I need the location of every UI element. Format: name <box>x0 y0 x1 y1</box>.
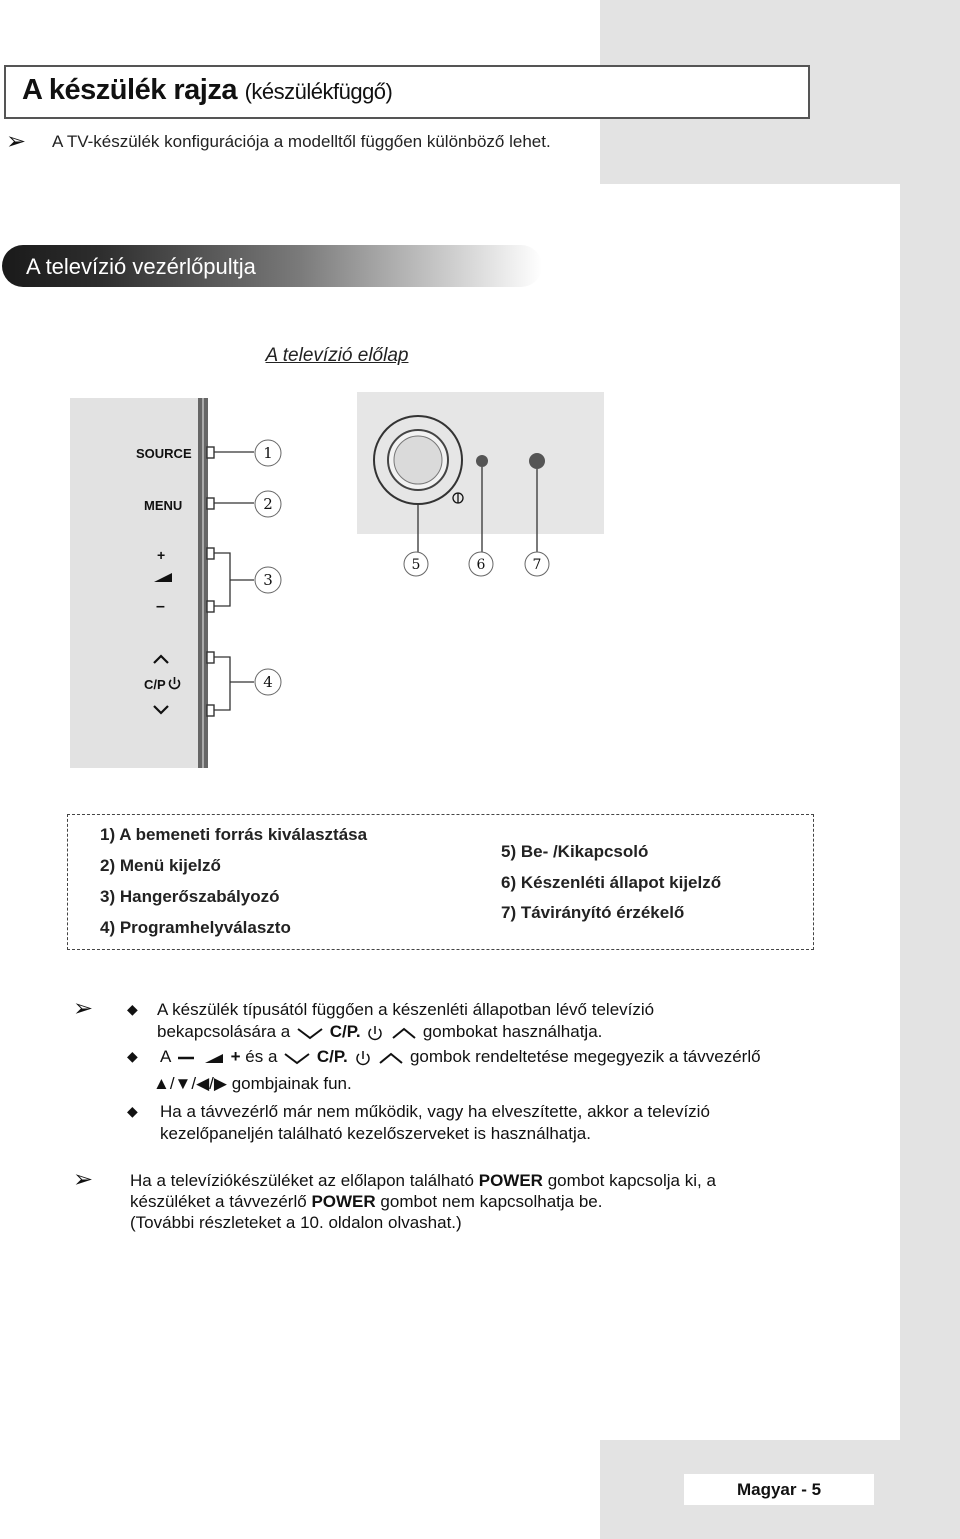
note-text: (További részleteket a 10. oldalon olvashat.) <box>130 1213 462 1232</box>
callout-1: 1 <box>263 444 273 462</box>
channel-button-label: C/P <box>144 677 166 692</box>
volume-plus-label: + <box>157 547 166 563</box>
arrowhead-icon: ➢ <box>73 995 94 1022</box>
volume-wedge-icon <box>154 573 172 582</box>
note-fragment: gombok rendeltetése megegyezik a távvezérlő <box>409 1047 761 1066</box>
front-panel-caption: A televízió előlap <box>265 345 409 366</box>
standby-led <box>476 455 488 467</box>
note-fragment: gombot kapcsolja ki, a <box>547 1171 716 1190</box>
note-text <box>157 1021 602 1043</box>
callout-5: 5 <box>411 557 421 573</box>
legend-item: 1) A bemeneti forrás kiválasztása <box>100 825 368 844</box>
legend-item: 2) Menü kijelző <box>100 856 221 875</box>
section-title: A televízió vezérlőpultja <box>26 254 256 279</box>
chevron-down-icon <box>282 1051 312 1065</box>
note-text <box>130 1170 716 1192</box>
chevron-down-icon <box>154 706 168 713</box>
minus-icon <box>175 1052 197 1064</box>
note-fragment: gombjainak fun. <box>231 1074 352 1093</box>
note-fragment: A <box>160 1047 171 1066</box>
remote-sensor <box>529 453 545 469</box>
chevron-up-icon <box>377 1051 405 1065</box>
note-text <box>130 1191 603 1213</box>
legend-item: 4) Programhelyválaszto <box>100 918 291 937</box>
volume-minus-label: – <box>156 598 165 615</box>
note-fragment: Ha a televíziókészüléket az előlapon található <box>130 1171 474 1190</box>
note-text <box>153 1073 352 1095</box>
note-text: kezelőpaneljén található kezelőszerveket is használhatja. <box>160 1124 591 1143</box>
arrowhead-icon: ➢ <box>73 1166 94 1193</box>
callout-2: 2 <box>263 495 273 513</box>
callout-3: 3 <box>263 571 273 589</box>
page-title-suffix: (készülékfüggő) <box>244 79 393 104</box>
note-fragment: készüléket a távvezérlő <box>130 1192 307 1211</box>
callout-7: 7 <box>532 557 542 573</box>
note-fragment: gombokat használhatja. <box>422 1022 603 1041</box>
note-fragment: gombot nem kapcsolhatja be. <box>380 1192 603 1211</box>
power-label: POWER <box>478 1171 543 1190</box>
note-fragment: és a <box>245 1047 278 1066</box>
legend-item: 5) Be- /Kikapcsoló <box>501 842 649 861</box>
callout-4: 4 <box>263 673 273 691</box>
plus-label: + <box>230 1047 241 1066</box>
diamond-bullet-icon: ◆ <box>127 1001 138 1017</box>
arrowhead-icon: ➢ <box>6 128 27 155</box>
power-icon <box>169 677 179 689</box>
panel-button-nubs <box>207 447 214 716</box>
note-fragment: bekapcsolására a <box>157 1022 291 1041</box>
legend-item: 3) Hangerőszabályozó <box>100 887 280 906</box>
volume-wedge-icon <box>202 1051 226 1065</box>
legend-item: 6) Készenléti állapot kijelző <box>501 873 722 892</box>
chevron-up-icon <box>390 1026 418 1040</box>
arrow-up-down-left-right-icon: ▲/▼/◀/▶ <box>153 1074 227 1093</box>
power-label: POWER <box>311 1192 376 1211</box>
note-text <box>160 1046 761 1068</box>
config-note: A TV-készülék konfigurációja a modelltől függően különböző lehet. <box>52 132 551 151</box>
note-text: Ha a távvezérlő már nem működik, vagy ha elveszítette, akkor a televízió <box>160 1102 710 1121</box>
note-text: A készülék típusától függően a készenléti állapotban lévő televízió <box>157 1000 655 1019</box>
menu-button-label: MENU <box>144 498 183 513</box>
power-icon <box>365 1024 385 1042</box>
chevron-down-icon <box>295 1026 325 1040</box>
cp-label: C/P. <box>329 1022 361 1041</box>
diamond-bullet-icon: ◆ <box>127 1048 138 1064</box>
callout-6: 6 <box>476 557 486 573</box>
power-icon <box>453 493 463 503</box>
power-icon <box>353 1049 373 1067</box>
diamond-bullet-icon: ◆ <box>127 1103 138 1119</box>
cp-label: C/P. <box>316 1047 348 1066</box>
chevron-up-icon <box>154 656 168 663</box>
page-title-main: A készülék rajza <box>22 74 237 106</box>
source-button-label: SOURCE <box>136 446 192 461</box>
page-number: Magyar - 5 <box>736 1480 822 1499</box>
legend-item: 7) Távirányító érzékelő <box>501 903 685 922</box>
